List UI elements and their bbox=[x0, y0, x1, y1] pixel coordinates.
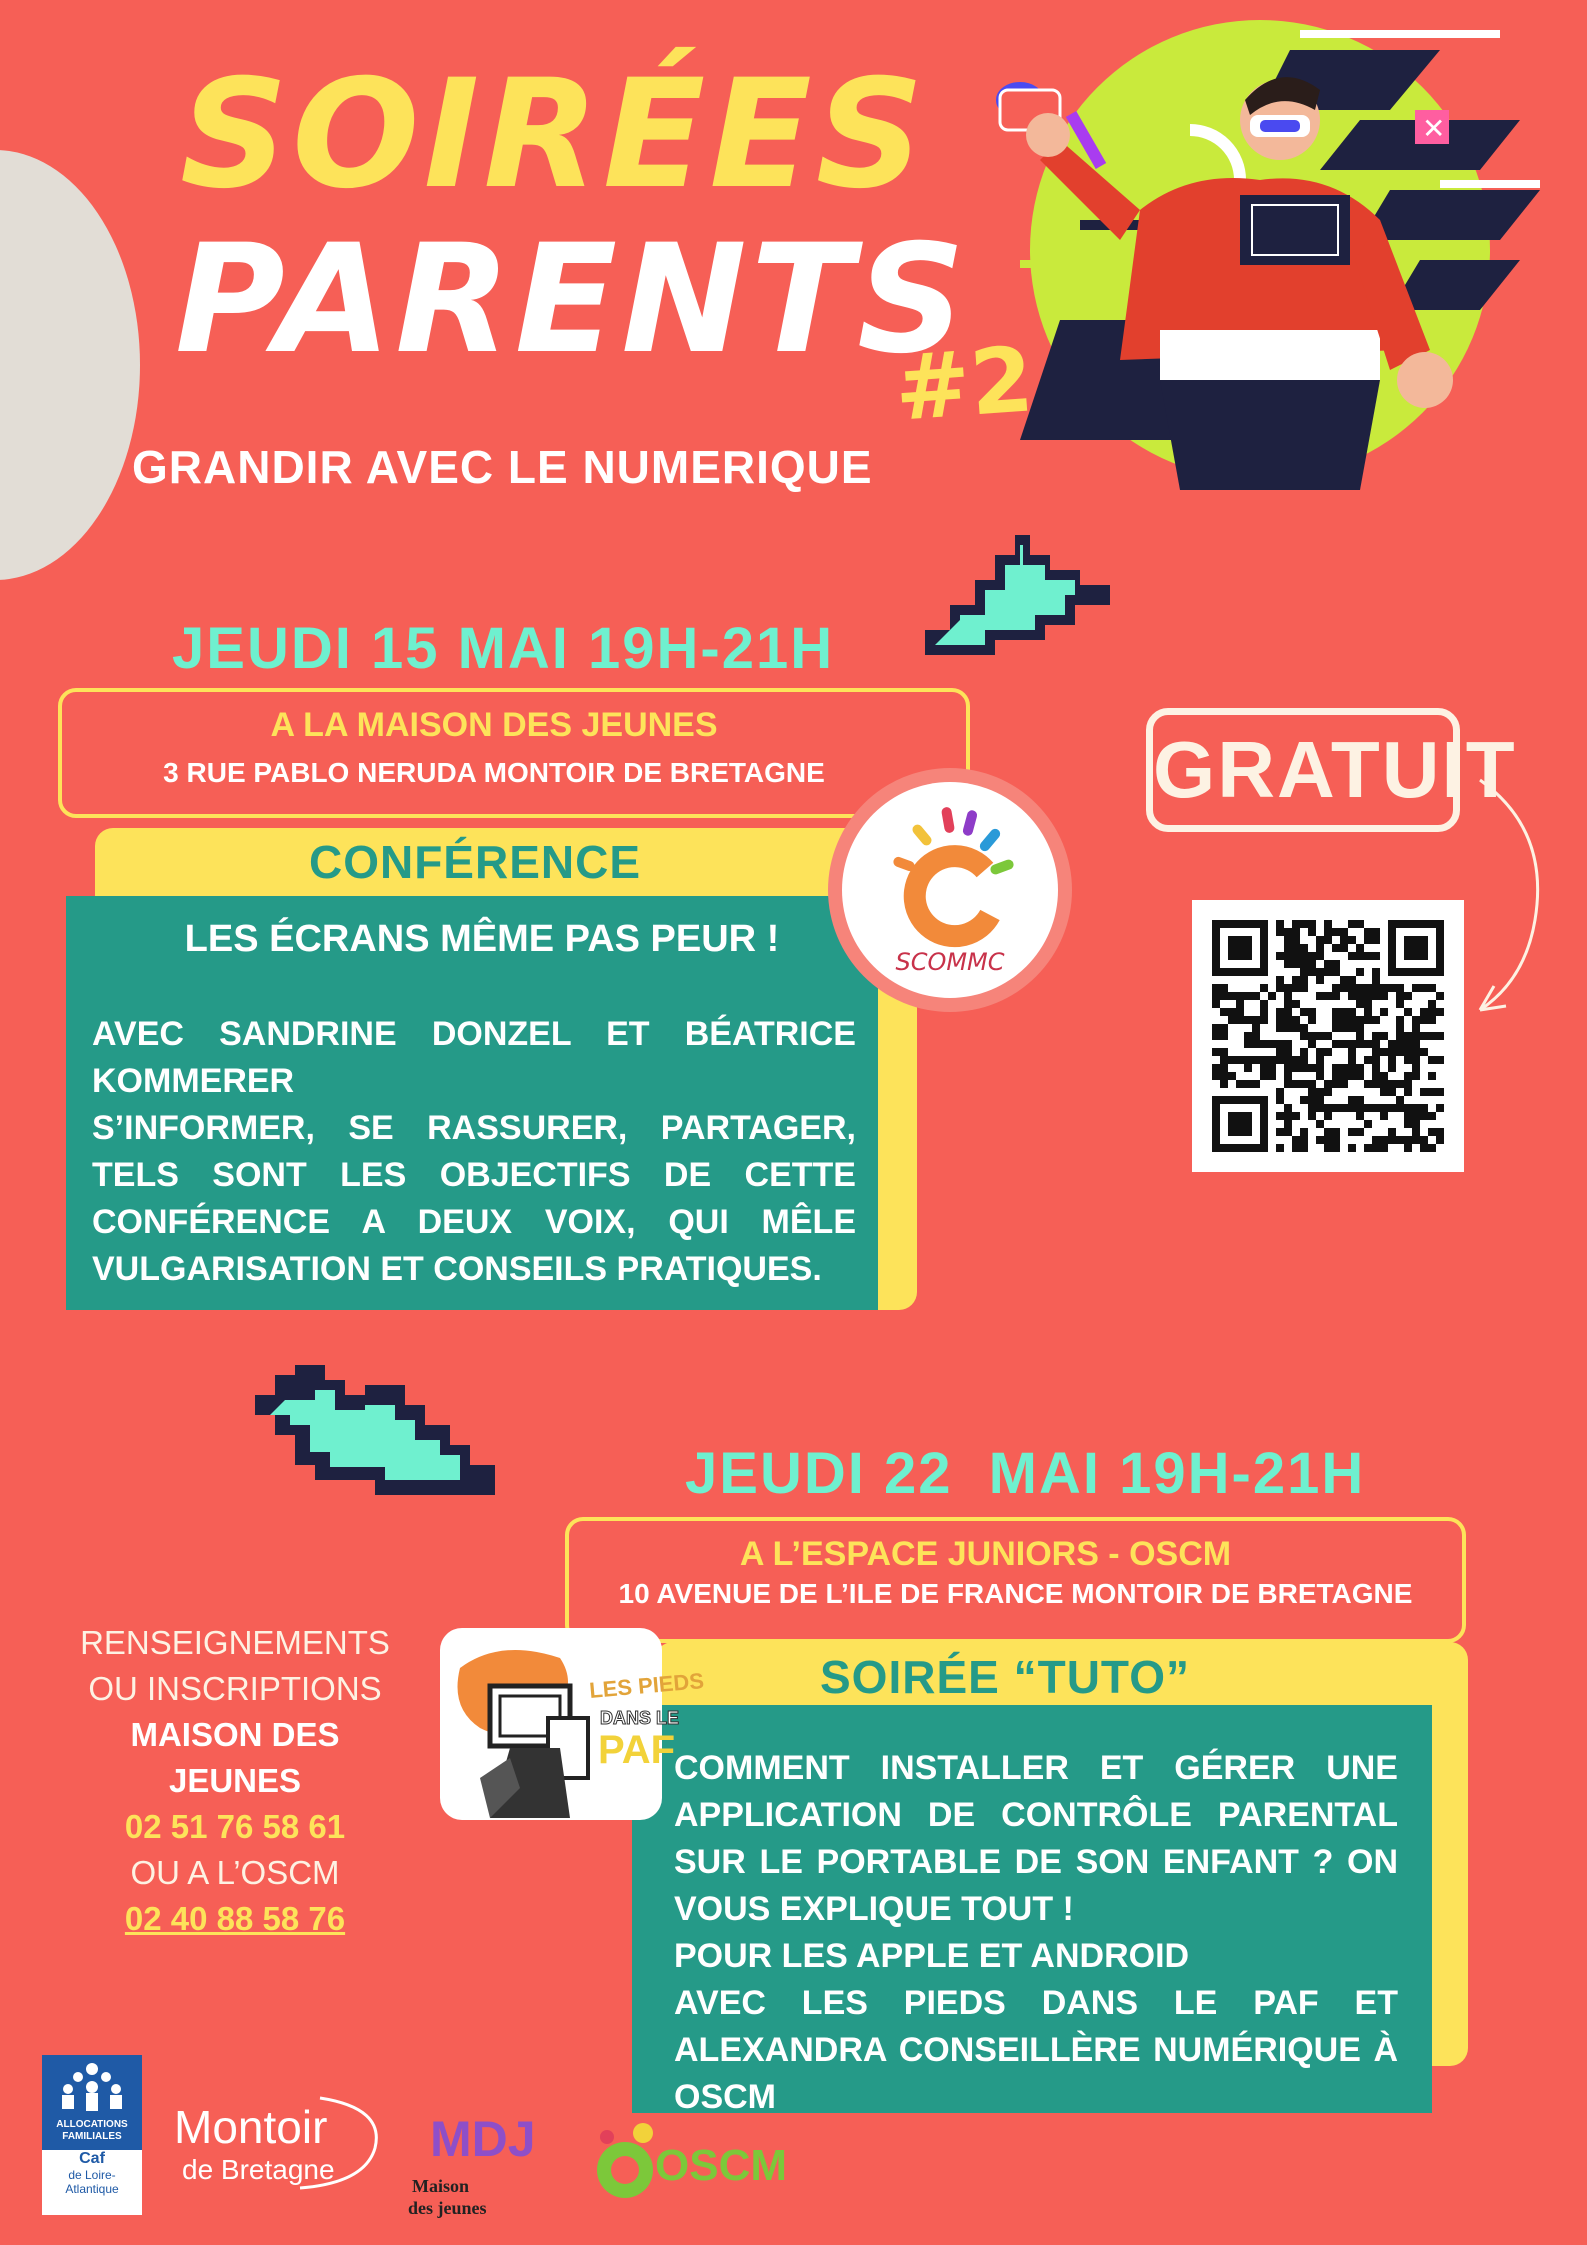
title-line-2: PARENTS bbox=[175, 213, 970, 387]
event2-description-line1: COMMENT INSTALLER ET GÉRER UNE APPLICATION DE CONTRÔLE PARENTAL SUR LE PORTABLE DE SON ENFANT ? ON VOUS EXPLIQUE TOUT ! bbox=[674, 1749, 1398, 1928]
oscm-logo bbox=[585, 2115, 787, 2215]
event1-description-panel bbox=[66, 896, 878, 1310]
event1-date: JEUDI 15 MAI 19H-21H bbox=[172, 616, 835, 681]
event2-date: JEUDI 22 MAI 19H-21H bbox=[685, 1441, 1366, 1506]
event1-headline: LES ÉCRANS MÊME PAS PEUR ! bbox=[184, 918, 780, 960]
event1-description-line1: AVEC SANDRINE DONZEL ET BÉATRICE KOMMERER bbox=[92, 1015, 856, 1100]
subtitle: GRANDIR AVEC LE NUMERIQUE bbox=[132, 441, 873, 493]
decorative-half-circle bbox=[0, 150, 140, 580]
event1-type-label: CONFÉRENCE bbox=[308, 836, 642, 888]
oscm-label: OSCM bbox=[655, 2141, 787, 2190]
les-pieds-dans-le-paf-logo bbox=[440, 1628, 705, 1820]
caf-logo bbox=[42, 2055, 142, 2215]
event2-description-line3: AVEC LES PIEDS DANS LE PAF ET ALEXANDRA CONSEILLÈRE NUMÉRIQUE À OSCM bbox=[674, 1984, 1398, 2116]
maison-des-jeunes-logo bbox=[400, 2110, 540, 2230]
contact-info bbox=[60, 1620, 410, 1942]
mdj-label-1: Maison bbox=[412, 2176, 470, 2196]
svg-text:DANS LE: DANS LE bbox=[600, 1708, 680, 1728]
svg-text:LES PIEDS: LES PIEDS bbox=[588, 1668, 705, 1703]
caf-name: Caf bbox=[79, 2150, 105, 2167]
contact-line1: RENSEIGNEMENTS bbox=[80, 1624, 390, 1661]
contact-org1-b: JEUNES bbox=[168, 1762, 302, 1799]
free-badge-label: GRATUIT bbox=[1153, 725, 1517, 814]
contact-phone2[interactable]: 02 40 88 58 76 bbox=[124, 1900, 346, 1937]
svg-text:PAF: PAF bbox=[598, 1728, 676, 1772]
mdj-label-2: des jeunes bbox=[408, 2198, 487, 2218]
edition-number: #2 bbox=[891, 327, 1037, 442]
event2-venue-name: A L’ESPACE JUNIORS - OSCM bbox=[739, 1535, 1232, 1573]
title-line-1: SOIRÉES bbox=[180, 48, 928, 222]
mdj-mark: MDJ bbox=[430, 2111, 536, 2167]
event1-venue-name: A LA MAISON DES JEUNES bbox=[270, 706, 718, 744]
montoir-label: Montoir bbox=[174, 2101, 328, 2153]
vr-person-illustration bbox=[960, 20, 1560, 520]
caf-line2: FAMILIALES bbox=[62, 2131, 122, 2142]
montoir-label-2: de Bretagne bbox=[182, 2154, 335, 2185]
contact-line3: OU A L’OSCM bbox=[130, 1854, 340, 1891]
contact-phone1[interactable]: 02 51 76 58 61 bbox=[124, 1808, 346, 1845]
event1-venue-address: 3 RUE PABLO NERUDA MONTOIR DE BRETAGNE bbox=[163, 757, 825, 788]
caf-region-1: de Loire- bbox=[68, 2168, 116, 2182]
event2-venue-address: 10 AVENUE DE L’ILE DE FRANCE MONTOIR DE BRETAGNE bbox=[618, 1578, 1413, 1609]
event2-description-panel bbox=[632, 1705, 1432, 2116]
event1-description-line2: S’INFORMER, SE RASSURER, PARTAGER, TELS SONT LES OBJECTIFS DE CETTE CONFÉRENCE A DEUX VOIX, QUI MÊLE VULGARISATION ET CONSEILS PRATIQUES. bbox=[92, 1109, 856, 1288]
pixel-cursor-icon bbox=[905, 530, 1125, 670]
free-badge bbox=[1146, 708, 1517, 832]
svg-text:✕: ✕ bbox=[1422, 112, 1446, 145]
contact-org1-a: MAISON DES bbox=[130, 1716, 340, 1753]
event2-description-line2: POUR LES APPLE ET ANDROID bbox=[674, 1937, 1190, 1975]
event2-venue-box bbox=[565, 1517, 1466, 1643]
caf-line1: ALLOCATIONS bbox=[56, 2119, 128, 2130]
qr-code-pattern bbox=[1192, 900, 1464, 1172]
event2-type-label: SOIRÉE “TUTO” bbox=[820, 1651, 1190, 1703]
curved-arrow-icon bbox=[1460, 770, 1570, 1030]
svg-text:SCOMMC: SCOMMC bbox=[895, 948, 1005, 976]
scommc-logo bbox=[825, 765, 1075, 1015]
montoir-de-bretagne-logo bbox=[170, 2088, 390, 2198]
contact-line2: OU INSCRIPTIONS bbox=[88, 1670, 382, 1707]
caf-region-2: Atlantique bbox=[65, 2182, 119, 2196]
qr-code[interactable] bbox=[1192, 900, 1464, 1172]
pixel-cursor-icon bbox=[255, 1355, 505, 1505]
